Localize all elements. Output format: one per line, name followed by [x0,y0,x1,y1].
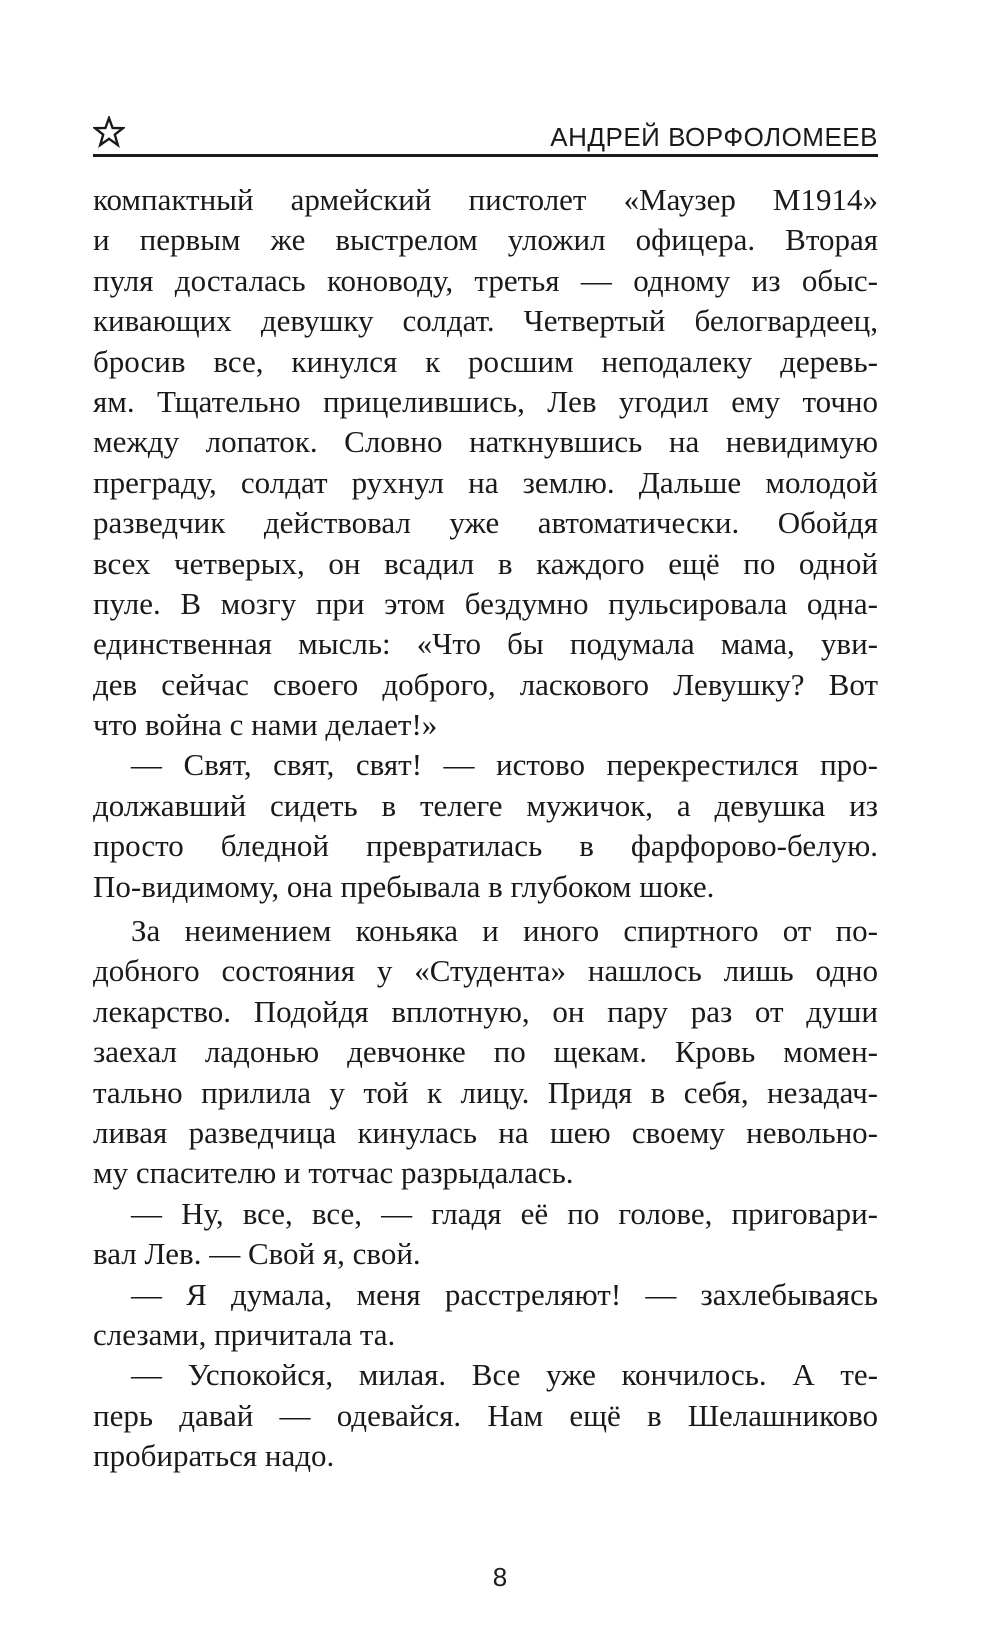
text-line: пуле. В мозгу при этом бездумно пульсировала одна- [93,585,878,621]
text-line: добного состояния у «Студента» нашлось лишь одно [93,953,878,989]
text-line: — Успокойся, милая. Все уже кончилось. А те- [131,1357,878,1393]
text-line: ям. Тщательно прицелившись, Лев угодил ему точно [93,383,878,419]
author-name: АНДРЕЙ ВОРФОЛОМЕЕВ [550,122,878,152]
text-line: между лопаток. Словно наткнувшись на невидимую [93,424,878,460]
text-line: единственная мысль: «Что бы подумала мама, уви- [93,626,878,662]
text-line: — Свят, свят, свят! — истово перекрестился про- [131,747,878,783]
text-line: просто бледной превратилась в фарфорово-белую. [93,828,878,864]
text-line: перь давай — одевайся. Нам ещё в Шелашниково [93,1397,878,1433]
text-line: За неимением коньяка и иного спиртного от по- [131,913,878,949]
header-rule [93,154,878,157]
text-line: всех четверых, он всадил в каждого ещё по одной [93,545,878,581]
body-text [93,180,878,1477]
text-line: дев сейчас своего доброго, ласкового Левушку? Вот [93,666,878,702]
text-line: По-видимому, она пребывала в глубоком шоке. [93,868,715,904]
text-line: компактный армейский пистолет «Маузер М1914» [93,182,878,217]
text-line: — Я думала, меня расстреляют! — захлебываясь [131,1276,878,1312]
text-line: должавший сидеть в телеге мужичок, а девушка из [93,787,878,823]
star-outline-icon [93,116,125,148]
text-line: заехал ладонью девчонке по щекам. Кровь момен- [93,1034,878,1070]
text-line: пуля досталась коноводу, третья — одному из обыс- [93,262,878,298]
text-line: преграду, солдат рухнул на землю. Дальше молодой [93,464,878,500]
text-line: тально прилила у той к лицу. Придя в себя, незадач- [93,1074,878,1110]
text-line: разведчик действовал уже автоматически. Обойдя [93,505,878,541]
text-line: му спасителю и тотчас разрыдалась. [93,1155,574,1191]
text-line: и первым же выстрелом уложил офицера. Вторая [93,222,878,258]
text-line: лекарство. Подойдя вплотную, он пару раз от души [93,993,878,1029]
page-number: 8 [492,1562,508,1592]
text-line: слезами, причитала та. [93,1316,396,1352]
text-line: что война с нами делает!» [93,707,438,743]
text-line: ливая разведчица кинулась на шею своему невольно- [93,1114,878,1150]
running-header [93,112,878,158]
text-line: вал Лев. — Свой я, свой. [93,1236,421,1272]
text-line: пробираться надо. [93,1438,335,1474]
text-line: бросив все, кинулся к росшим неподалеку деревь- [93,343,878,379]
text-line: — Ну, все, все, — гладя её по голове, приговари- [131,1195,878,1231]
text-line: кивающих девушку солдат. Четвертый белогвардеец, [93,303,878,339]
